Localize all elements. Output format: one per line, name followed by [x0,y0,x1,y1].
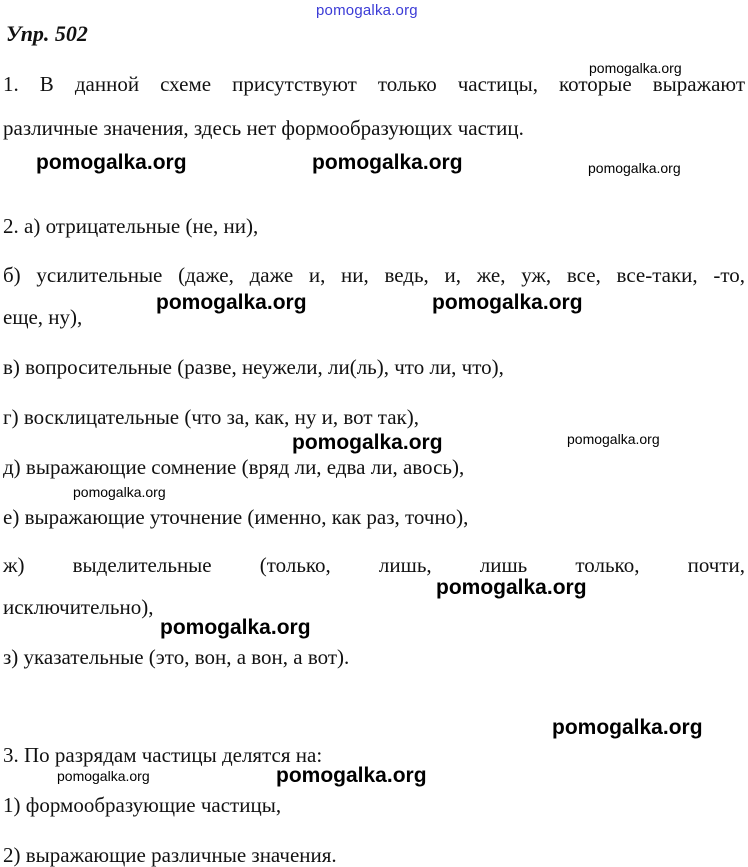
watermark: pomogalka.org [312,151,463,174]
p3-line-1: 3. По разрядам частицы делятся на: [3,743,323,767]
header-watermark: pomogalka.org [316,2,418,19]
watermark: pomogalka.org [57,768,150,784]
p2-line-a: 2. а) отрицательные (не, ни), [3,214,259,238]
watermark: pomogalka.org [276,764,427,787]
watermark: pomogalka.org [552,716,703,739]
p2-line-e: е) выражающие уточнение (именно, как раз, точно), [3,505,469,529]
p2-line-z: з) указательные (это, вон, а вон, а вот). [3,645,350,669]
watermark: pomogalka.org [292,431,443,454]
p2-line-zh: ж) выделительные (только, лишь, лишь только, почти, [3,553,745,577]
p2-line-v: в) вопросительные (разве, неужели, ли(ль), что ли, что), [3,355,504,379]
exercise-title: Упр. 502 [6,21,88,46]
watermark: pomogalka.org [588,160,681,176]
p1-line-1: 1. В данной схеме присутствуют только частицы, которые выражают [3,72,745,96]
p3-line-3: 2) выражающие различные значения. [3,843,337,867]
watermark: pomogalka.org [436,576,587,599]
p2-line-g: г) восклицательные (что за, как, ну и, вот так), [3,405,419,429]
p3-line-2: 1) формообразующие частицы, [3,793,282,817]
p2-line-d: д) выражающие сомнение (вряд ли, едва ли, авось), [3,455,465,479]
watermark: pomogalka.org [567,431,660,447]
p1-line-2: различные значения, здесь нет формообразующих частиц. [3,116,524,140]
watermark: pomogalka.org [589,60,682,76]
p2-line-b: б) усилительные (даже, даже и, ни, ведь, и, же, уж, все, все-таки, -то, [3,263,745,287]
watermark: pomogalka.org [73,484,166,500]
watermark: pomogalka.org [156,291,307,314]
watermark: pomogalka.org [36,151,187,174]
p2-line-b-cont: еще, ну), [3,305,83,329]
p2-line-zh-cont: исключительно), [3,595,154,619]
watermark: pomogalka.org [432,291,583,314]
watermark: pomogalka.org [160,616,311,639]
